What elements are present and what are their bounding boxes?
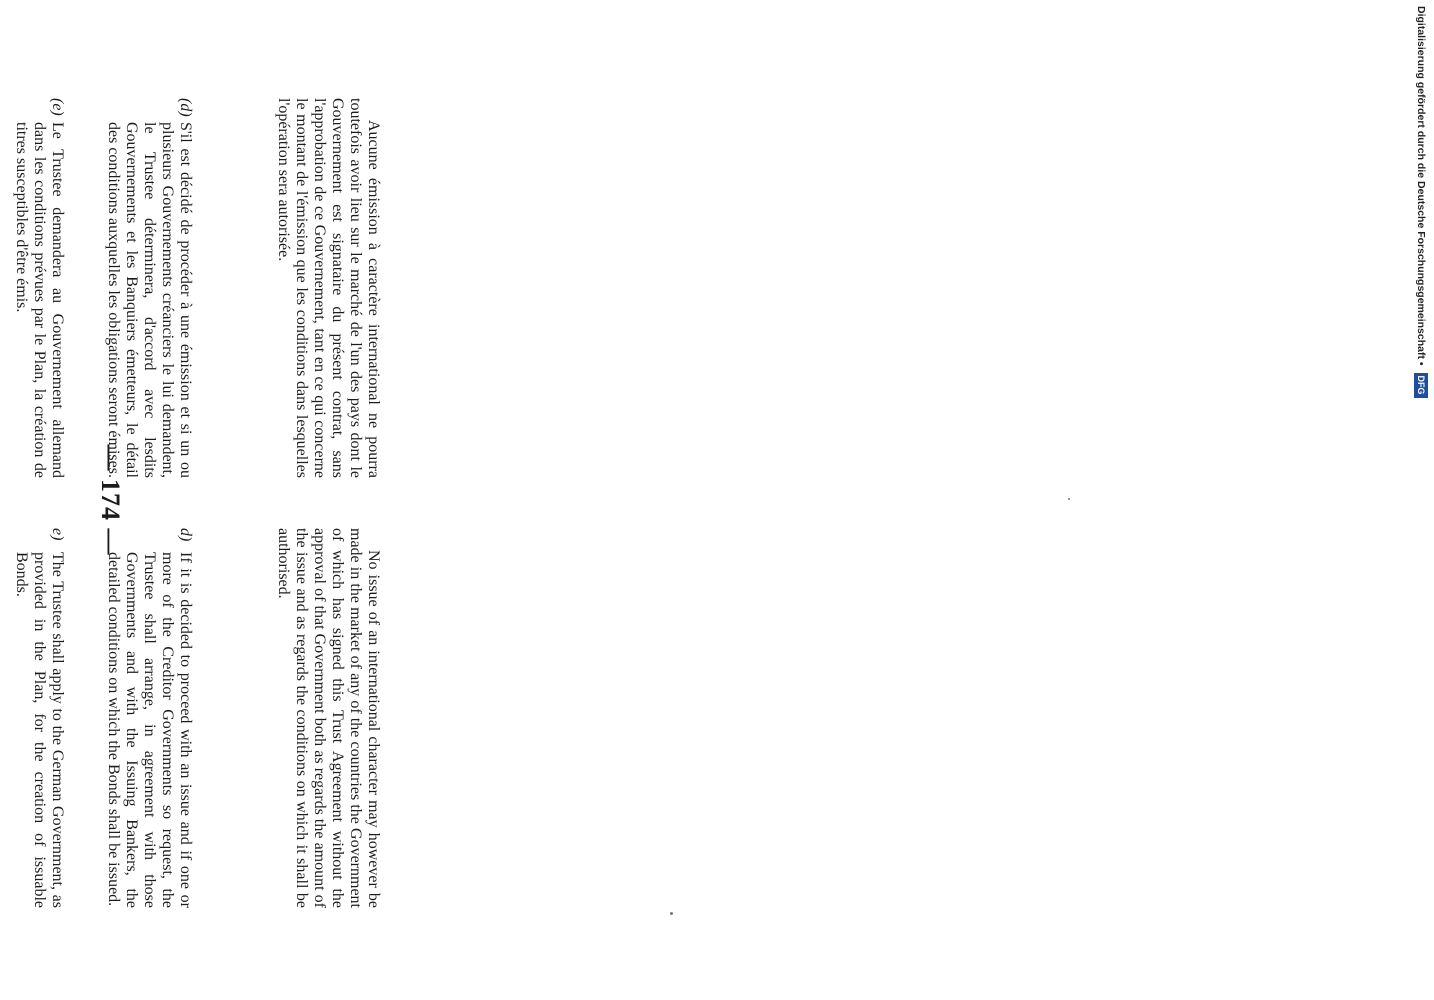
digitization-credit-text: Digitalisierung gefördert durch die Deutsche Forschungsgemeinschaft • bbox=[1415, 6, 1427, 366]
en-item-d bbox=[86, 528, 194, 908]
en-item-e bbox=[12, 528, 66, 908]
fr-intro-paragraph: Aucune émission à caractère international ne pourra toutefois avoir lieu sur le marché de l'un des pays dont le Gouvernement est signataire du présent contrat, sans l'approbation de ce Gouvernement, tant en ce qui concerne le montant de l'émission que les conditions dans lesquelles l'opération sera autorisée. bbox=[274, 98, 382, 478]
scan-speck bbox=[1068, 498, 1070, 500]
fr-item-e bbox=[12, 98, 66, 478]
digitization-credit bbox=[1410, 6, 1432, 706]
fr-intro-block bbox=[238, 98, 382, 478]
en-item-d-text: If it is decided to proceed with an issue and if one or more of the Creditor Governments so request, the Trustee shall arrange, in agreement with those Governments and with the Issuing Bankers, the detailed conditions on which the Bonds shall be issued. bbox=[104, 552, 194, 908]
fr-item-d bbox=[86, 98, 194, 478]
en-item-e-text: The Trustee shall apply to the German Government, as provided in the Plan, for the creation of issuable Bonds. bbox=[12, 552, 66, 908]
digitization-credit-line bbox=[1411, 6, 1431, 706]
dfg-logo: DFG bbox=[1414, 373, 1428, 398]
scan-speck bbox=[670, 912, 673, 915]
page-number: — 174 — bbox=[96, 444, 125, 556]
fr-item-e-label: (e) bbox=[49, 98, 66, 116]
fr-item-d-label: (d) bbox=[177, 98, 194, 117]
fr-item-e-text: Le Trustee demandera au Gouvernement allemand dans les conditions prévues par le Plan, la création de titres susceptibles d'être émis. bbox=[12, 122, 66, 478]
en-item-e-label: e) bbox=[49, 528, 66, 541]
rotated-text-block bbox=[12, 10, 1417, 990]
english-column bbox=[0, 528, 382, 908]
en-intro-paragraph: No issue of an international character may however be made in the market of any of the countries the Government of which has signed this Trust Agreement without the approval of that Government both as regards the amount of the issue and as regards the conditions on which it shall be authorised. bbox=[274, 528, 382, 908]
en-item-d-label: d) bbox=[177, 528, 194, 542]
en-intro-block bbox=[238, 528, 382, 908]
fr-item-d-text: S'il est décidé de procéder à une émission et si un ou plusieurs Gouvernements créanciers le lui demandent, le Trustee déterminera, d'accord avec lesdits Gouvernements et les Banquiers émetteurs, le détail des conditions auxquelles les obligations seront émises. bbox=[104, 122, 194, 478]
french-column bbox=[0, 98, 382, 478]
